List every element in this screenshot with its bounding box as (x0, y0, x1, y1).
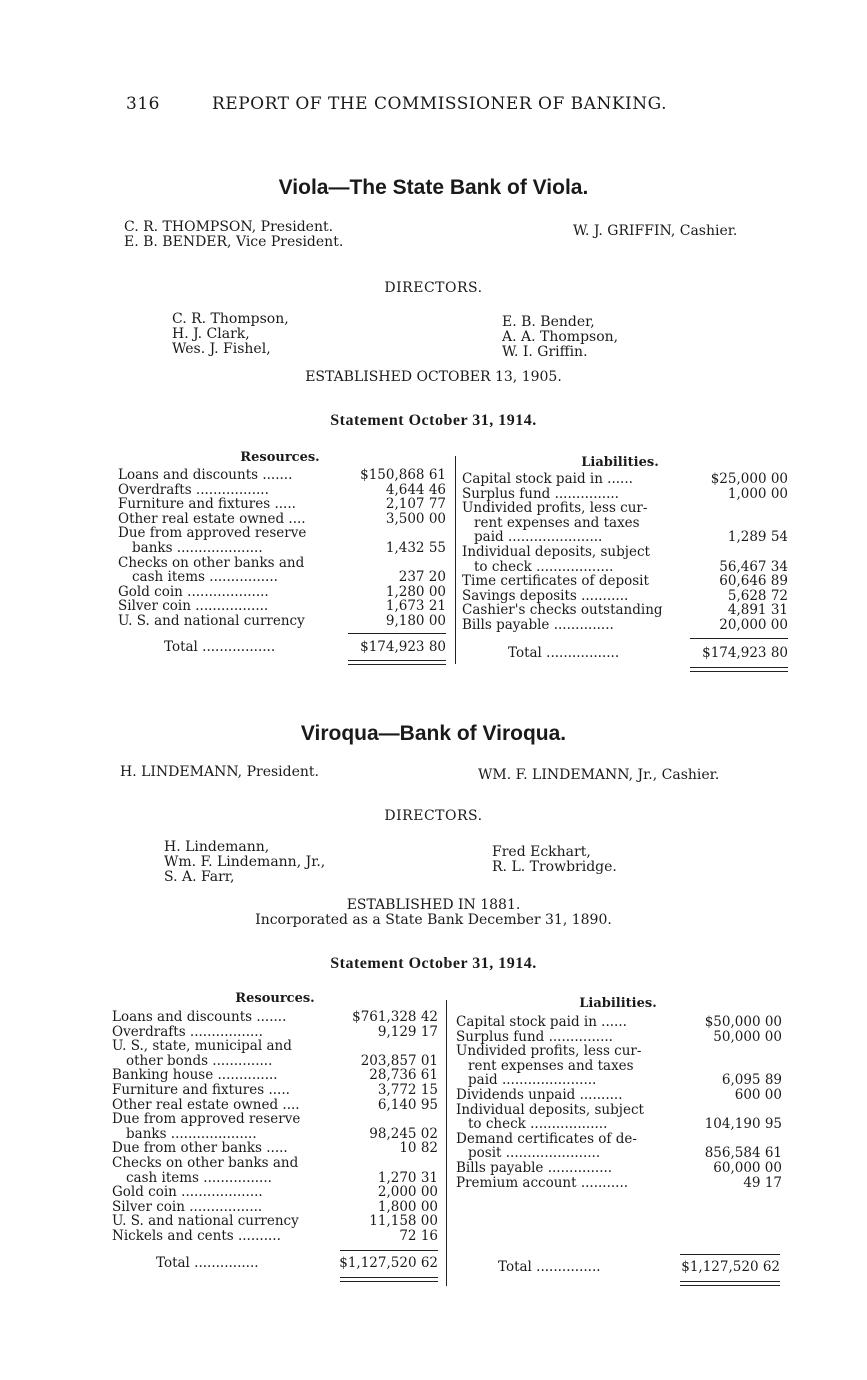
incorporated-line: Incorporated as a State Bank December 31, 1890. (255, 912, 612, 928)
director: H. J. Clark, (172, 326, 250, 342)
director: Fred Eckhart, (492, 844, 591, 860)
table-row: Overdrafts ................. 4,644 46 (118, 481, 446, 498)
table-row: Bills payable .............. 20,000 00 (462, 616, 788, 633)
officer-vice-president: E. B. BENDER, Vice President. (124, 234, 344, 250)
directors-left (172, 312, 289, 357)
table-row: Individual deposits, subject (462, 544, 650, 560)
resources-heading: Resources. (240, 450, 320, 465)
officer-cashier: WM. F. LINDEMANN, Jr., Cashier. (478, 767, 720, 783)
table-row: Furniture and fixtures ..... 3,772 15 (112, 1081, 438, 1098)
table-row: Checks on other banks and (112, 1155, 299, 1171)
director: Wes. J. Fishel, (172, 341, 271, 357)
table-row: rent expenses and taxes (468, 1058, 634, 1074)
table-row: cash items ................ 237 20 (132, 569, 446, 586)
resources-table (112, 1010, 438, 1244)
director: E. B. Bender, (502, 314, 595, 330)
directors-left (164, 840, 325, 885)
table-row: rent expenses and taxes (474, 515, 640, 531)
liabilities-heading: Liabilities. (579, 996, 657, 1011)
table-row: Due from approved reserve (118, 526, 307, 541)
table-row: posit ...................... 856,584 61 (468, 1145, 782, 1162)
double-rule (340, 1277, 438, 1282)
established-block (0, 898, 867, 928)
statement-heading: Statement October 31, 1914. (330, 955, 537, 972)
table-row: Cashier's checks outstanding 4,891 31 (462, 602, 788, 619)
resources-table (118, 468, 446, 629)
table-row: Gold coin ................... 2,000 00 (112, 1184, 438, 1201)
director: W. I. Griffin. (502, 344, 588, 360)
table-row: Nickels and cents .......... 72 16 (112, 1227, 438, 1244)
table-row: to check .................. 104,190 95 (468, 1116, 782, 1133)
table-row: Overdrafts ................. 9,129 17 (112, 1023, 438, 1040)
director: Wm. F. Lindemann, Jr., (164, 854, 326, 870)
resources-total (156, 1256, 438, 1271)
table-row: Savings deposits ........... 5,628 72 (462, 587, 788, 604)
table-row: paid ...................... 1,289 54 (474, 529, 788, 546)
page-number: 316 (126, 94, 160, 114)
table-row: cash items ................ 1,270 31 (126, 1169, 438, 1186)
table-row: to check .................. 56,467 34 (474, 558, 788, 575)
table-row: U. S. and national currency 9,180 00 (118, 612, 446, 629)
rule (348, 633, 446, 634)
table-row: Individual deposits, subject (456, 1102, 644, 1118)
liabilities-total (508, 646, 788, 661)
total-row: Total ............... $1,127,520 62 (156, 1255, 438, 1271)
officers-left (120, 765, 319, 780)
table-row: Silver coin ................. 1,800 00 (112, 1198, 438, 1215)
directors-heading: DIRECTORS. (384, 280, 483, 296)
table-row: Surplus fund ............... 1,000 00 (462, 485, 788, 502)
table-row: Furniture and fixtures ..... 2,107 77 (118, 496, 446, 513)
double-rule (348, 660, 446, 665)
bank-title: Viola—The State Bank of Viola. (278, 176, 589, 199)
table-row: Banking house .............. 28,736 61 (112, 1067, 438, 1084)
column-divider (446, 1000, 447, 1286)
resources-heading: Resources. (235, 991, 315, 1006)
table-row: Capital stock paid in ...... $50,000 00 (456, 1014, 782, 1030)
table-row: Silver coin ................. 1,673 21 (118, 598, 446, 615)
directors-right (502, 315, 618, 360)
double-rule (690, 667, 788, 672)
table-row: Capital stock paid in ...... $25,000 00 (462, 471, 788, 487)
total-row: Total ................. $174,923 80 (508, 645, 788, 661)
table-row: Dividends unpaid .......... 600 00 (456, 1086, 782, 1103)
officers-left (124, 220, 343, 250)
table-row: Premium account ........... 49 17 (456, 1174, 782, 1191)
total-row: Total ................. $174,923 80 (164, 639, 446, 655)
established-line: ESTABLISHED IN 1881. (346, 897, 521, 913)
directors-right (492, 845, 617, 875)
liabilities-heading: Liabilities. (581, 455, 659, 470)
director: S. A. Farr, (164, 869, 235, 885)
running-title: REPORT OF THE COMMISSIONER OF BANKING. (212, 94, 667, 114)
table-row: Due from other banks ..... 10 82 (112, 1140, 438, 1157)
table-row: U. S., state, municipal and (112, 1039, 292, 1054)
double-rule (680, 1281, 780, 1286)
director: R. L. Trowbridge. (492, 859, 617, 875)
liabilities-table (462, 472, 788, 633)
table-row: Gold coin ................... 1,280 00 (118, 583, 446, 600)
table-row: other bonds .............. 203,857 01 (126, 1052, 438, 1069)
officer-president: H. LINDEMANN, President. (120, 764, 319, 780)
table-row: Other real estate owned .... 6,140 95 (112, 1096, 438, 1113)
table-row: U. S. and national currency 11,158 00 (112, 1213, 438, 1230)
page-header (126, 94, 726, 114)
officer-president: C. R. THOMPSON, President. (124, 219, 334, 235)
officer-cashier: W. J. GRIFFIN, Cashier. (573, 223, 738, 239)
table-row: paid ...................... 6,095 89 (468, 1072, 782, 1089)
table-row: Due from approved reserve (112, 1112, 301, 1127)
table-row: Loans and discounts ....... $761,328 42 (112, 1009, 438, 1025)
table-row: Loans and discounts ....... $150,868 61 (118, 467, 446, 483)
director: H. Lindemann, (164, 839, 270, 855)
rule (340, 1250, 438, 1251)
liabilities-total (498, 1260, 780, 1275)
total-row: Total ............... $1,127,520 62 (498, 1259, 780, 1275)
directors-heading: DIRECTORS. (384, 808, 483, 824)
table-row: Other real estate owned .... 3,500 00 (118, 510, 446, 527)
director: A. A. Thompson, (502, 329, 619, 345)
table-row: Undivided profits, less cur- (456, 1044, 642, 1059)
bank-title: Viroqua—Bank of Viroqua. (300, 722, 567, 745)
table-row: Bills payable ............... 60,000 00 (456, 1159, 782, 1176)
established-line: ESTABLISHED OCTOBER 13, 1905. (305, 369, 562, 385)
table-row: Undivided profits, less cur- (462, 501, 648, 516)
rule (690, 638, 788, 639)
resources-total (164, 640, 446, 655)
table-row: banks .................... 1,432 55 (132, 539, 446, 556)
table-row: Checks on other banks and (118, 555, 305, 571)
table-row: Demand certificates of de- (456, 1131, 637, 1147)
rule (680, 1254, 780, 1255)
officers-right (478, 768, 719, 783)
table-row: banks .................... 98,245 02 (126, 1125, 438, 1142)
table-row: Surplus fund ............... 50,000 00 (456, 1028, 782, 1045)
officers-right (573, 224, 737, 239)
director: C. R. Thompson, (172, 311, 289, 327)
table-row: Time certificates of deposit 60,646 89 (462, 573, 788, 590)
liabilities-table (456, 1015, 782, 1190)
statement-heading: Statement October 31, 1914. (330, 412, 537, 429)
column-divider (455, 456, 456, 664)
